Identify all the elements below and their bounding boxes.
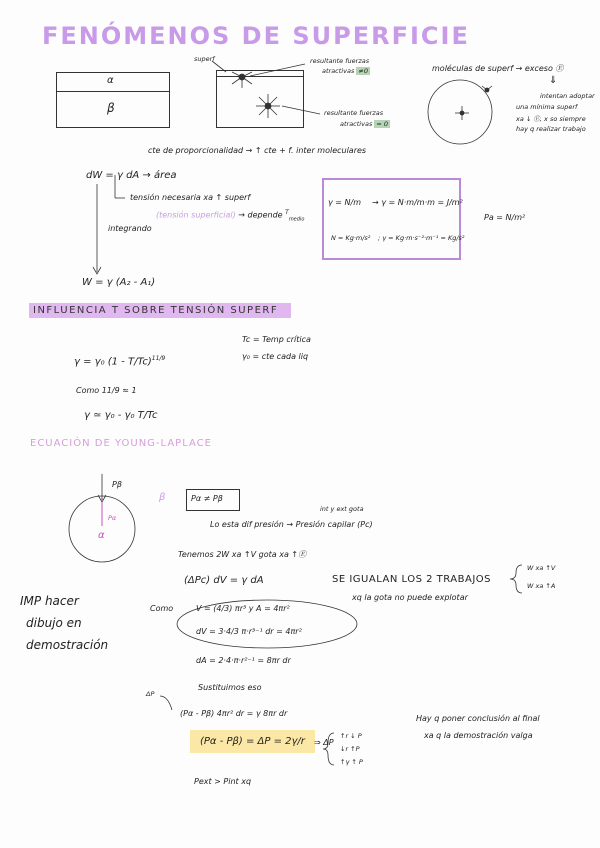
bulk-result-line2: atractivas = 0 — [340, 120, 389, 128]
cte-label: cte de proporcionalidad → ↑ cte + f. inter moleculares — [148, 146, 367, 155]
pa-pb-box — [186, 489, 240, 511]
surface-result-line2: atractivas ≠0 — [322, 67, 369, 75]
down-arrow: ⇓ — [549, 75, 558, 86]
gamma-approx: γ ≃ γ₀ - γ₀ T/Tc — [84, 410, 158, 421]
molecule-note-2: una mínima superf — [516, 103, 578, 111]
sustituimos-label: Sustituimos eso — [198, 683, 262, 692]
units-row1a: γ = N/m — [328, 198, 361, 207]
conclusion-note-1: Hay q poner conclusión al final — [416, 714, 540, 723]
circle-alpha: α — [98, 530, 105, 541]
units-row1b: → γ = N·m/m·m = J/m² — [372, 198, 463, 207]
brace-item-1: W xa ↑V — [527, 564, 556, 572]
surface-result-line1: resultante fuerzas — [310, 57, 370, 65]
dv-equation: dV = 3·4/3 π·r³⁻¹ dr = 4πr² — [196, 627, 302, 636]
bulk-result-line1: resultante fuerzas — [324, 109, 384, 117]
gamma-equation: γ = γ₀ (1 - T/Tc)$^{11/9}$ — [74, 355, 166, 368]
integrando-label: integrando — [108, 224, 152, 233]
phase-beta: β — [107, 101, 115, 115]
approx-note: Como 11/9 ≈ 1 — [76, 386, 137, 395]
molecules-label: moléculas de superf → exceso Ⓔ — [432, 64, 564, 73]
gamma0-definition: γ₀ = cte cada liq — [242, 352, 309, 361]
dw-equation: dW = γ dA → área — [86, 170, 177, 181]
se-igualan: SE IGUALAN LOS 2 TRABAJOS — [332, 574, 492, 585]
como-label: Como — [150, 604, 174, 613]
pascal-definition: Pa = N/m² — [484, 213, 526, 222]
dpc-equation: (ΔPc) dV = γ dA — [184, 575, 264, 586]
pext-note: Pext > Pint xq — [194, 777, 252, 786]
da-equation: dA = 2·4·π·r²⁻¹ = 8πr dr — [196, 656, 291, 665]
volume-area-eq: V = (4/3) πr³ y A = 4πr² — [196, 604, 290, 613]
imp-note-2: dibujo en — [26, 616, 82, 630]
imp-note-1: IMP hacer — [20, 594, 79, 608]
int-ext-label: int y ext gota — [320, 505, 364, 513]
brace-item-2: W xa ↑A — [527, 582, 556, 590]
tc-definition: Tc = Temp crítica — [242, 335, 311, 344]
substitution-eq: (Pα - Pβ) 4πr² dr = γ 8πr dr — [180, 709, 288, 718]
units-row2b: ; γ = Kg·m·s⁻²·m⁻¹ = Kg/s² — [378, 234, 465, 242]
se-igualan-sub: xq la gota no puede explotar — [352, 593, 468, 602]
tension-label: tensión necesaria xa ↑ superf — [130, 193, 251, 202]
p-beta-label: Pβ — [112, 480, 122, 489]
influence-header: INFLUENCIA T SOBRE TENSIÓN SUPERF — [29, 303, 291, 318]
bullet-1: ↑r ↓ P — [340, 732, 362, 740]
bullet-3: ↑γ ↑ P — [340, 758, 363, 766]
page-title: FENÓMENOS DE SUPERFICIE — [42, 22, 470, 50]
superf-label: superf — [194, 55, 215, 63]
final-equation: (Pα - Pβ) = ΔP = 2γ/r — [190, 730, 315, 753]
pa-pb-text: Pα ≠ Pβ — [191, 494, 223, 503]
tension-subtitle: (tensión superficial) → depende $^T_{medio}$ — [156, 209, 305, 223]
phase-alpha: α — [107, 75, 114, 86]
bullet-2: ↓r ↑P — [340, 745, 360, 753]
final-arrow: ⇒ ΔP — [314, 738, 334, 747]
p-alpha-label: Pα — [108, 514, 117, 522]
delta-p-label: ΔP — [146, 690, 155, 698]
molecule-note-3: xa ↓ Ⓔ, x so siempre — [516, 115, 586, 123]
imp-note-3: demostración — [26, 638, 109, 652]
young-laplace-header: ECUACIÓN DE YOUNG-LAPLACE — [30, 438, 212, 449]
molecule-note-4: hay q realizar trabajo — [516, 125, 586, 133]
w-equation: W = γ (A₂ - A₁) — [82, 277, 156, 288]
molecule-note-1: intentan adoptar — [540, 92, 595, 100]
units-row2a: N = Kg·m/s² — [331, 234, 371, 242]
tenemos-label: Tenemos 2W xa ↑V gota xa ↑Ⓔ — [178, 550, 307, 559]
beta-label: β — [159, 492, 166, 503]
conclusion-note-2: xa q la demostración valga — [424, 731, 533, 740]
capillary-pressure: Lo esta dif presión → Presión capilar (Pc) — [210, 520, 373, 529]
